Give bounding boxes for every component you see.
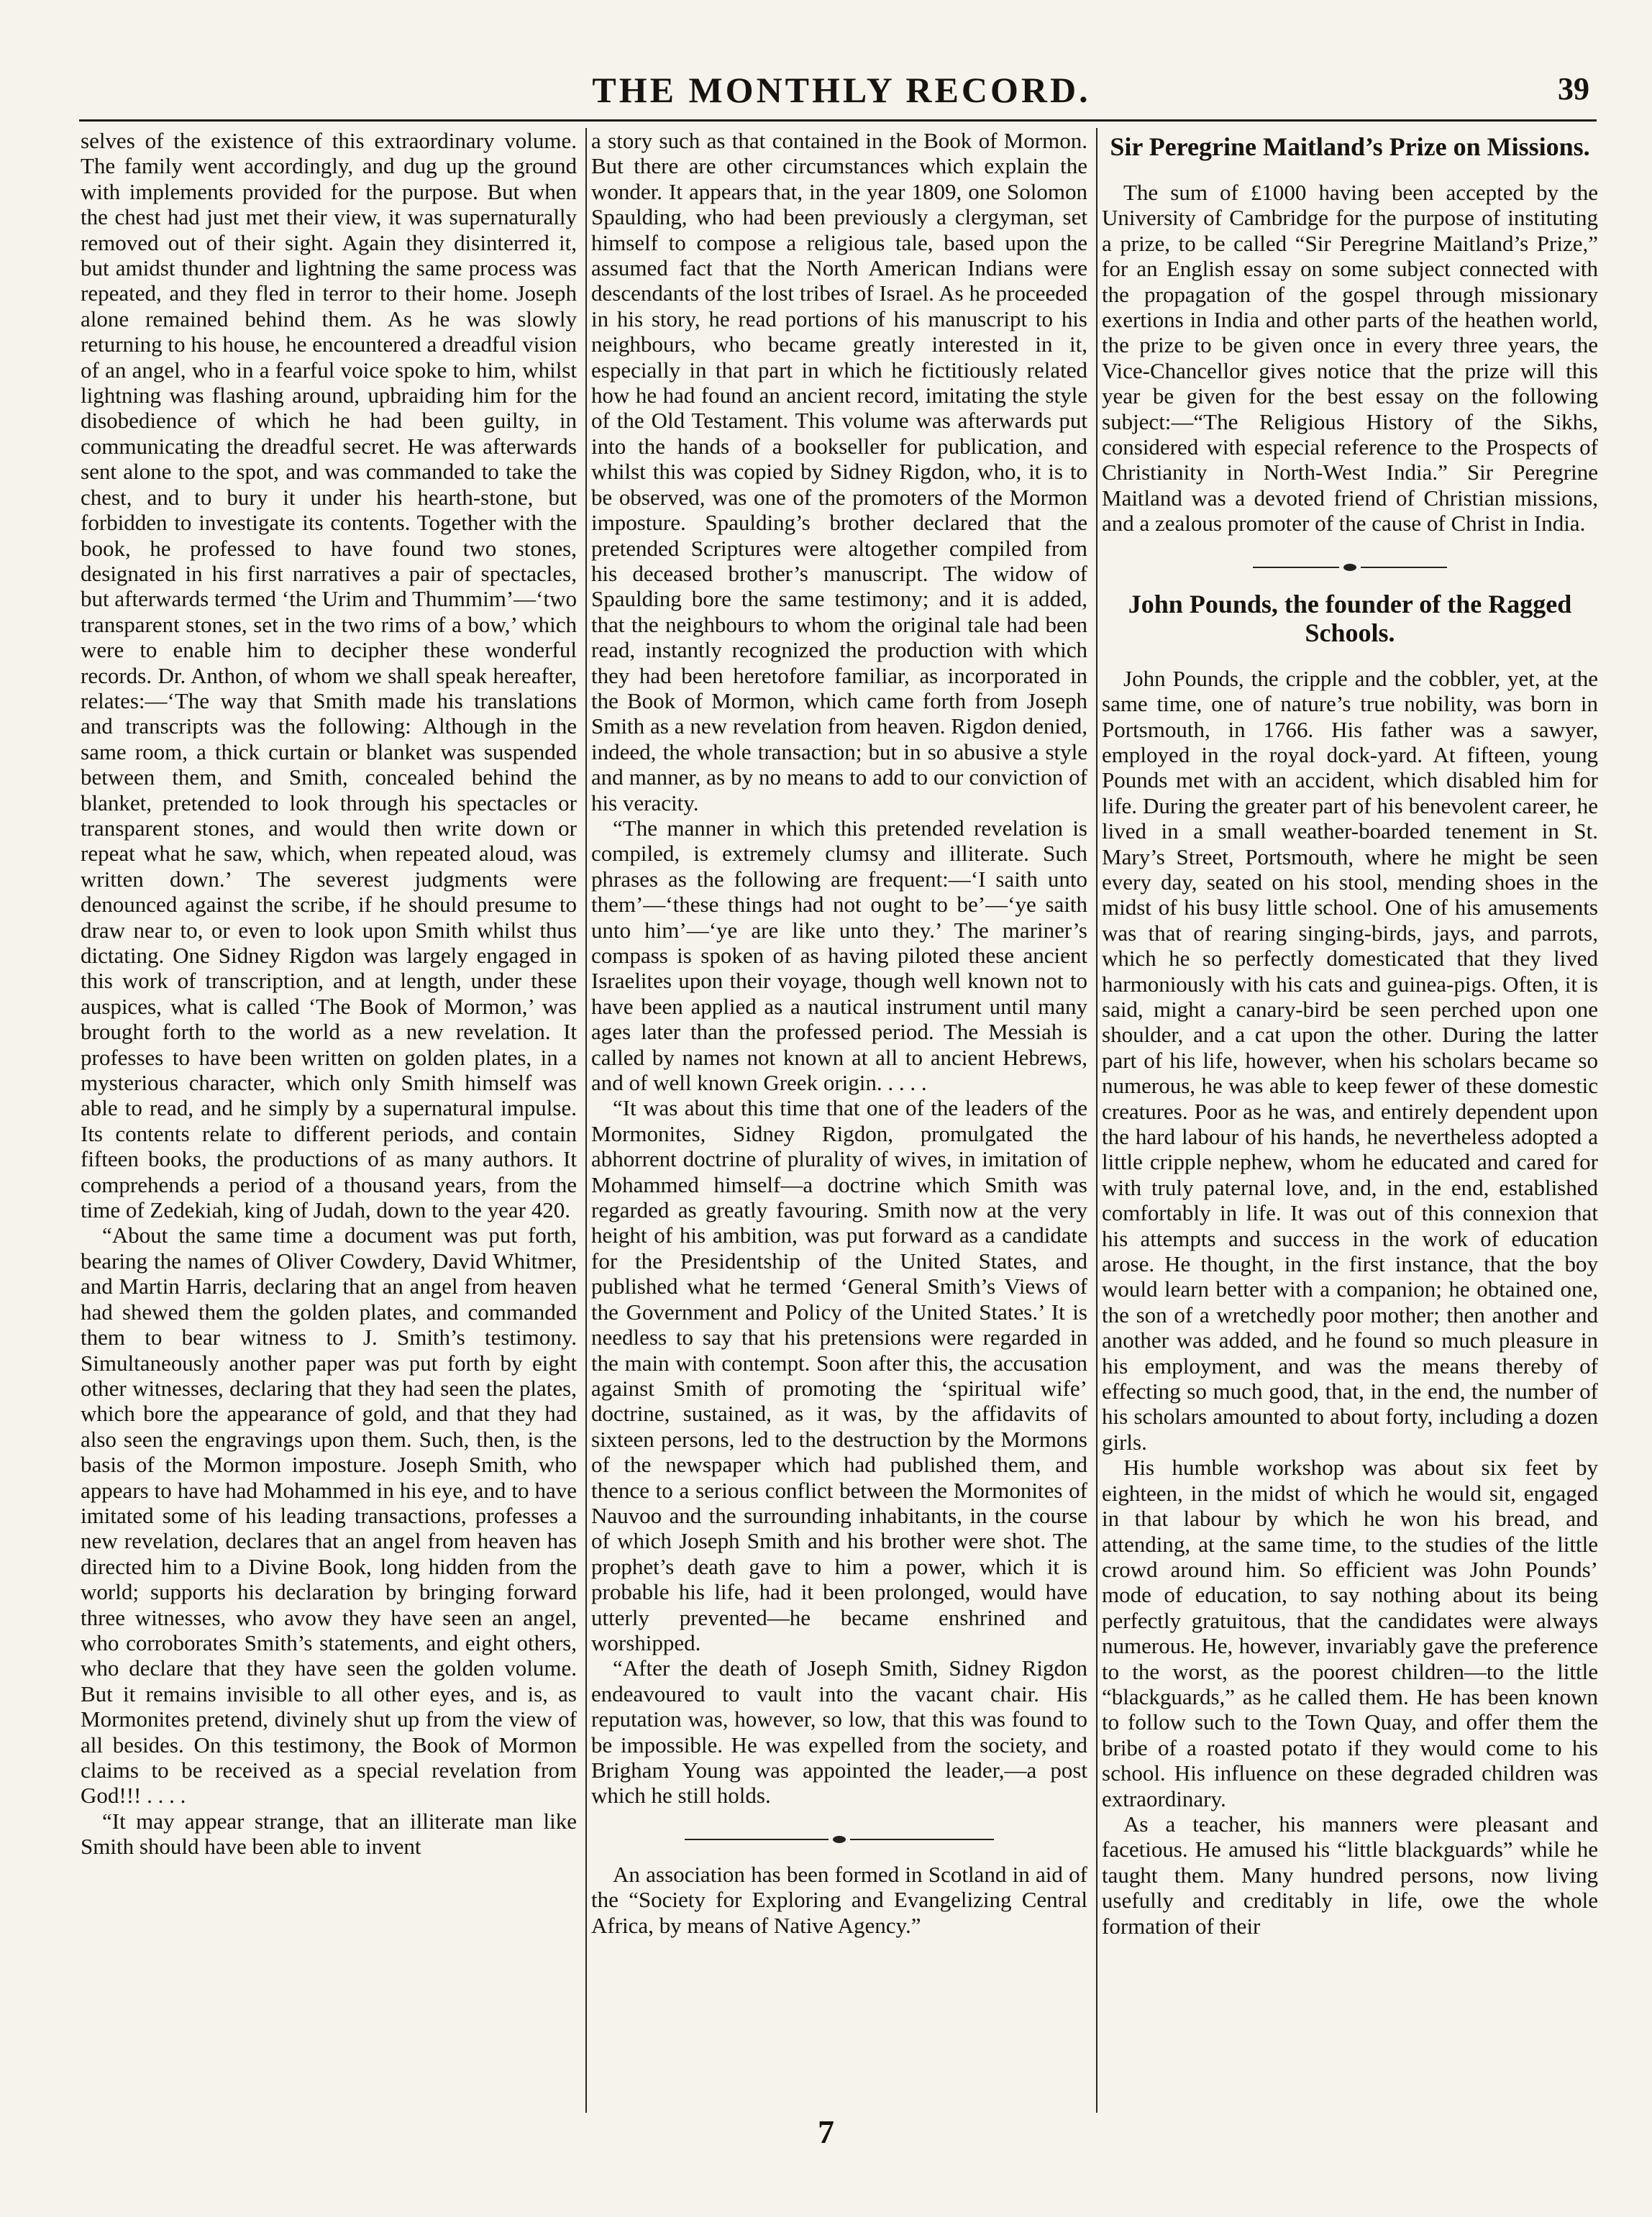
article-heading-maitland-prize: Sir Peregrine Maitland’s Prize on Missions. — [1110, 132, 1590, 161]
column-middle — [591, 128, 1087, 2098]
column-right — [1102, 128, 1598, 2098]
article-paragraph: John Pounds, the cripple and the cobbler, yet, at the same time, one of nature’s true nobility, was born in Portsmouth, in 1766. His father was a sawyer, employed in the royal dock-yard. At fifteen, young Pounds met with an accident, which disabled him for life. During the greater part of his benevolent career, he lived in a small weather-boarded tenement in St. Mary’s Street, Portsmouth, where he might be seen every day, seated on his stool, mending shoes in the midst of his busy little school. One of his amusements was that of rearing singing-birds, jays, and parrots, which he so perfectly domesticated that they lived harmoniously with his cats and guinea-pigs. Often, it is said, might a canary-bird be seen perched upon one shoulder, and a cat upon the other. During the latter part of his life, however, when his scholars became so numerous, he was able to keep fewer of these domestic creatures. Poor as he was, and entirely dependent upon the hard labour of his hands, he nevertheless adopted a little cripple nephew, whom he educated and cared for with truly paternal love, and, in the end, established comfortably in life. It was out of this connexion that his attempts and success in the work of education arose. He thought, in the first instance, that the boy would learn better with a companion; he obtained one, the son of a wretchedly poor mother; then another and another was added, and he found so much pleasure in his employment, and was the means thereby of effecting so much good, that, in the end, the number of his scholars amounted to about forty, including a dozen girls. — [1102, 665, 1598, 1455]
column-divider-left — [585, 128, 587, 2113]
signature-mark: 7 — [818, 2113, 834, 2150]
section-ornament — [591, 1824, 1087, 1842]
article-paragraph: The sum of £1000 having been accepted by the University of Cambridge for the purpose of instituting a prize, to be called “Sir Peregrine Maitland’s Prize,” for an English essay on some subject connected with the propagation of the gospel through missionary exertions in India and other parts of the heathen world, the prize to be given once in every three years, the Vice-Chancellor gives notice that the prize will this year be given for the best essay on the following subject:—“The Religious History of the Sikhs, considered with especial reference to the Prospects of Christianity in North-West India.” Sir Peregrine Maitland was a devoted friend of Christian missions, and a zealous promoter of the cause of Christ in India. — [1102, 180, 1598, 536]
header-rule — [79, 119, 1597, 122]
article-paragraph: “It may appear strange, that an illiterate man like Smith should have been able to invent — [81, 1808, 577, 1860]
article-paragraph: “The manner in which this pretended revelation is compiled, is extremely clumsy and illiterate. Such phrases as the following are frequent:—‘I saith unto them’—‘these things had not ought to be’—‘ye saith unto him’—‘ye are like unto they.’ The mariner’s compass is spoken of as having piloted these ancient Israelites upon their voyage, though well known not to have been applied as a nautical instrument until many ages later than the professed period. The Messiah is called by names not known at all to ancient Hebrews, and of well known Greek origin. . . . . — [591, 815, 1087, 1096]
notice-paragraph: An association has been formed in Scotland in aid of the “Society for Exploring and Evangelizing Central Africa, by means of Native Agency.” — [591, 1861, 1087, 1938]
article-paragraph: “It was about this time that one of the leaders of the Mormonites, Sidney Rigdon, promulgated the abhorrent doctrine of plurality of wives, in imitation of Mohammed himself—a doctrine which Smith was regarded as greatly favouring. Smith now at the very height of his ambition, was put forward as a candidate for the Presidentship of the United States, and published what he termed ‘General Smith’s Views of the Government and Policy of the United States.’ It is needless to say that his pretensions were regarded in the main with contempt. Soon after this, the accusation against Smith of promoting the ‘spiritual wife’ doctrine, sustained, as it was, by the affidavits of sixteen persons, led to the destruction by the Mormons of the newspaper which had published them, and thence to a serious conflict between the Mormonites of Nauvoo and the surrounding inhabitants, in the course of which Joseph Smith and his brother were shot. The prophet’s death gave to him a power, which it is probable his life, had it been prolonged, would have utterly prevented—he became enshrined and worshipped. — [591, 1095, 1087, 1655]
article-paragraph: “About the same time a document was put forth, bearing the names of Oliver Cowdery, David Whitmer, and Martin Harris, declaring that an angel from heaven had shewed them the golden plates, and commanded them to bear witness to J. Smith’s testimony. Simultaneously another paper was put forth by eight other witnesses, declaring that they had seen the plates, which bore the appearance of gold, and that they had also seen the engravings upon them. Such, then, is the basis of the Mormon imposture. Joseph Smith, who appears to have had Mohammed in his eye, and to have imitated some of his leading transactions, professes a new revelation, declares that an angel from heaven has directed him to a Divine Book, long hidden from the world; supports his declaration by bringing forward three witnesses, who avow they have seen an angel, who corroborates Smith’s statements, and eight others, who declare that they have seen the golden volume. But it remains invisible to all other eyes, and is, as Mormonites pretend, divinely shut up from the view of all besides. On this testimony, the Book of Mormon claims to be received as a special revelation from God!!! . . . . — [81, 1222, 577, 1809]
page-number: 39 — [1558, 71, 1589, 106]
article-paragraph: a story such as that contained in the Book of Mormon. But there are other circumstances which explain the wonder. It appears that, in the year 1809, one Solomon Spaulding, who had been previously a clergyman, set himself to compose a religious tale, based upon the assumed fact that the North American Indians were descendants of the lost tribes of Israel. As he proceeded in his story, he read portions of his manuscript to his neighbours, who became greatly interested in it, especially in that part in which he fictitiously related how he had found an ancient record, imitating the style of the Old Testament. This volume was afterwards put into the hands of a bookseller for publication, and whilst this was copied by Sidney Rigdon, who, it is to be observed, was one of the promoters of the Mormon imposture. Spaulding’s brother declared that the pretended Scriptures were altogether compiled from his deceased brother’s manuscript. The widow of Spaulding bore the same testimony; and it is added, that the neighbours to whom the original tale had been read, instantly recognized the production with which they had been heretofore familiar, as incorporated in the Book of Mormon, which came forth from Joseph Smith as a new revelation from heaven. Rigdon denied, indeed, the whole transaction; but in so abusive a style and manner, as by no means to add to our conviction of his veracity. — [591, 128, 1087, 815]
article-paragraph: As a teacher, his manners were pleasant and facetious. He amused his “little blackguards” while he taught them. Many hundred persons, now living usefully and creditably in life, owe the whole formation of their — [1102, 1811, 1598, 1939]
column-left — [81, 128, 577, 2098]
article-paragraph: selves of the existence of this extraordinary volume. The family went accordingly, and dug up the ground with implements provided for the purpose. But when the chest had just met their view, it was supernaturally removed out of their sight. Again they disinterred it, but amidst thunder and lightning the same process was repeated, and they fled in terror to their home. Joseph alone remained behind them. As he was slowly returning to his house, he encountered a dreadful vision of an angel, who in a fearful voice spoke to him, whilst lightning was flashing around, upbraiding him for the disobedience of which he had been guilty, in communicating the dreadful secret. He was afterwards sent alone to the spot, and was commanded to take the chest, and to bury it under his hearth-stone, but forbidden to investigate its contents. Together with the book, he professed to have found two stones, designated in his first narratives a pair of spectacles, but afterwards termed ‘the Urim and Thummim’—‘two transparent stones, set in the two rims of a bow,’ which were to enable him to decipher these wonderful records. Dr. Anthon, of whom we shall speak hereafter, relates:—‘The way that Smith made his translations and transcripts was the following: Although in the same room, a thick curtain or blanket was suspended between them, and Smith, concealed behind the blanket, pretended to look through his spectacles or transparent stones, and would then write down or repeat what he saw, which, when repeated aloud, was written down.’ The severest judgments were denounced against the scribe, if he should presume to draw near to, or even to look upon Smith whilst thus dictating. One Sidney Rigdon was largely engaged in this work of transcription, and at length, under these auspices, what is called ‘The Book of Mormon,’ was brought forth to the world as a new revelation. It professes to have been written on golden plates, in a mysterious character, which only Smith himself was able to read, and he simply by a supernatural impulse. Its contents relate to different periods, and contain fifteen books, the productions of as many authors. It comprehends a period of a thousand years, from the time of Zedekiah, king of Judah, down to the year 420. — [81, 128, 577, 1223]
article-paragraph: His humble workshop was about six feet by eighteen, in the midst of which he would sit, engaged in that labour by which he won his bread, and attending, at the same time, to the studies of the little crowd around him. So efficient was John Pounds’ mode of education, to say nothing about its being perfectly gratuitous, that the candidates were always numerous. He, however, invariably gave the preference to the worst, as the poorest children—to the little “blackguards,” as he called them. He has been known to follow such to the Town Quay, and offer them the bribe of a roasted potato if they would come to his school. His influence on these degraded children was extraordinary. — [1102, 1455, 1598, 1811]
article-heading-john-pounds: John Pounds, the founder of the Ragged Schools. — [1128, 589, 1572, 647]
section-ornament — [1102, 552, 1598, 570]
running-header — [86, 69, 1597, 127]
page-title: THE MONTHLY RECORD. — [592, 70, 1091, 110]
column-divider-right — [1096, 128, 1097, 2113]
article-paragraph: “After the death of Joseph Smith, Sidney Rigdon endeavoured to vault into the vacant chair. His reputation was, however, so low, that this was found to be impossible. He was expelled from the society, and Brigham Young was appointed the leader,—a post which he still holds. — [591, 1655, 1087, 1809]
